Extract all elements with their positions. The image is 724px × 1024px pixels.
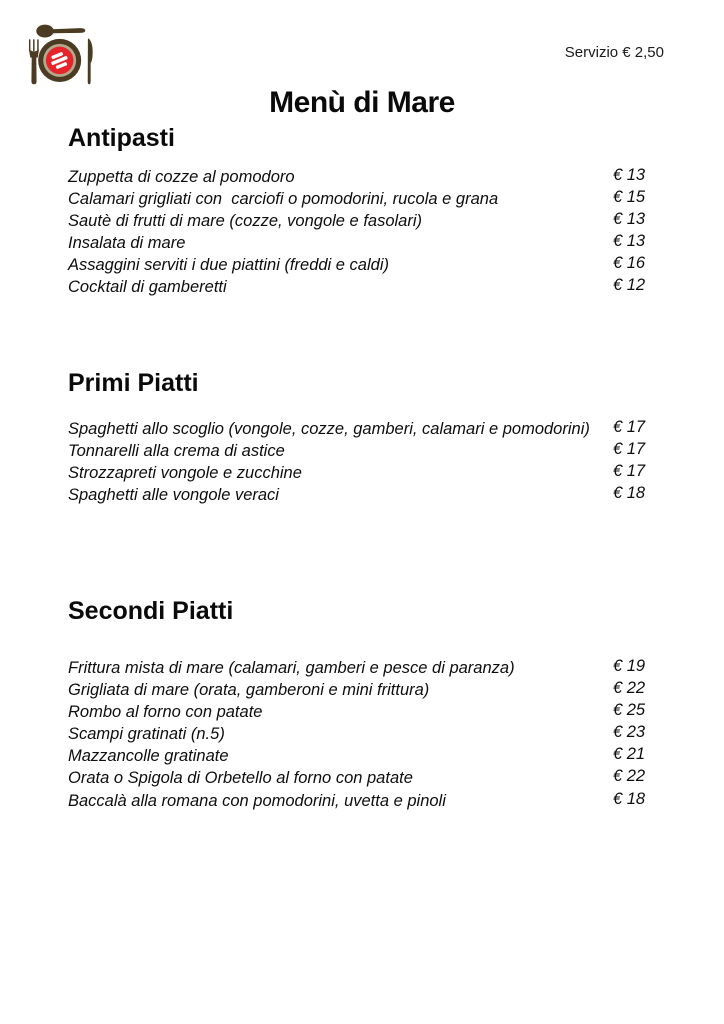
menu-item-name: Tonnarelli alla crema di astice — [68, 442, 285, 461]
menu-item-row — [0, 462, 724, 484]
menu-item-price: € 25 — [613, 701, 646, 720]
menu-item-name: Insalata di mare — [68, 234, 186, 253]
menu-item-name: Grigliata di mare (orata, gamberoni e mini frittura) — [68, 681, 430, 700]
fork-icon — [29, 39, 39, 84]
menu-item-name: Baccalà alla romana con pomodorini, uvetta e pinoli — [68, 791, 446, 810]
section-heading-secondi-piatti: Secondi Piatti — [68, 597, 234, 625]
menu-item-row — [0, 188, 724, 210]
menu-item-price: € 23 — [613, 723, 646, 742]
menu-item-name: Orata o Spigola di Orbetello al forno con patate — [68, 769, 413, 788]
menu-item-price: € 17 — [613, 440, 646, 459]
menu-item-row — [0, 679, 724, 701]
restaurant-logo — [12, 10, 100, 98]
section-items-secondi-piatti — [0, 657, 724, 812]
menu-item-row — [0, 418, 724, 440]
menu-item-price: € 22 — [613, 679, 646, 698]
menu-item-name: Sautè di frutti di mare (cozze, vongole e fasolari) — [68, 212, 423, 231]
menu-item-price: € 16 — [613, 254, 646, 273]
plate-icon — [38, 39, 81, 82]
menu-item-price: € 17 — [613, 418, 646, 436]
menu-item-price: € 18 — [613, 484, 646, 503]
menu-item-row — [0, 210, 724, 232]
menu-item-row — [0, 701, 724, 723]
menu-item-row — [0, 166, 724, 188]
section-items-primi-piatti — [0, 418, 724, 506]
menu-item-row — [0, 254, 724, 276]
menu-item-price: € 15 — [613, 188, 646, 207]
section-heading-primi-piatti: Primi Piatti — [68, 369, 199, 397]
menu-item-row — [0, 440, 724, 462]
menu-item-name: Assaggini serviti i due piattini (freddi e caldi) — [68, 256, 389, 275]
menu-item-row — [0, 484, 724, 506]
section-heading-antipasti: Antipasti — [68, 124, 175, 152]
menu-item-row — [0, 767, 724, 789]
menu-item-row — [0, 657, 724, 679]
service-charge-note: Servizio € 2,50 — [564, 44, 664, 61]
menu-item-price: € 21 — [613, 745, 646, 764]
menu-item-row — [0, 790, 724, 812]
knife-icon — [88, 38, 93, 84]
menu-item-name: Spaghetti alle vongole veraci — [68, 486, 279, 505]
menu-item-name: Strozzapreti vongole e zucchine — [68, 464, 302, 483]
spoon-icon — [36, 25, 85, 38]
menu-item-row — [0, 232, 724, 254]
menu-item-name: Rombo al forno con patate — [68, 703, 263, 722]
menu-item-name: Cocktail di gamberetti — [68, 278, 227, 297]
menu-item-price: € 13 — [613, 210, 646, 229]
menu-item-name: Scampi gratinati (n.5) — [68, 725, 225, 744]
menu-item-name: Calamari grigliati con carciofi o pomodorini, rucola e grana — [68, 190, 499, 209]
menu-item-name: Frittura mista di mare (calamari, gamberi e pesce di paranza) — [68, 659, 515, 677]
section-items-antipasti — [0, 166, 724, 299]
menu-item-name: Spaghetti allo scoglio (vongole, cozze, gamberi, calamari e pomodorini) — [68, 420, 590, 438]
page-title: Menù di Mare — [269, 86, 455, 119]
menu-item-price: € 12 — [613, 276, 646, 295]
menu-item-price: € 22 — [613, 767, 646, 786]
menu-item-row — [0, 276, 724, 298]
menu-item-price: € 13 — [613, 232, 646, 251]
plate-cutlery-icon — [12, 10, 100, 98]
menu-item-name: Zuppetta di cozze al pomodoro — [68, 168, 295, 186]
menu-item-price: € 13 — [613, 166, 646, 184]
menu-item-row — [0, 745, 724, 767]
menu-item-price: € 18 — [613, 789, 646, 808]
menu-item-name: Mazzancolle gratinate — [68, 747, 229, 766]
menu-item-price: € 19 — [613, 657, 646, 675]
menu-item-row — [0, 723, 724, 745]
menu-item-price: € 17 — [613, 462, 646, 481]
